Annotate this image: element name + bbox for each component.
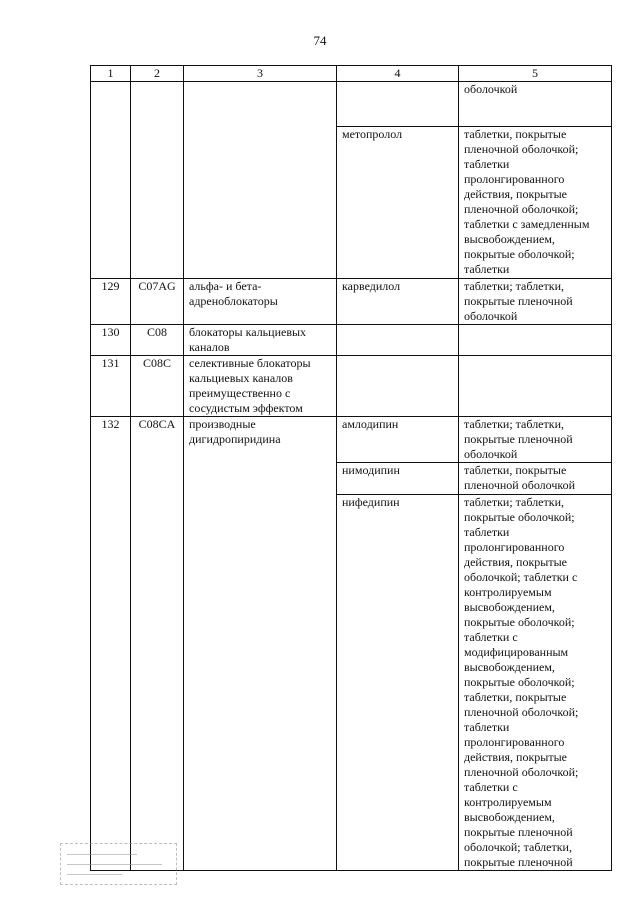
cell-atc-code: C08: [131, 325, 184, 356]
stamp-line: [67, 874, 122, 875]
cell-c4-empty: [337, 82, 459, 127]
table-row: [91, 356, 612, 417]
table-row: [91, 325, 612, 356]
cell-drug: нифедипин: [337, 495, 459, 871]
faded-stamp: [60, 843, 177, 885]
header-row: [91, 66, 612, 82]
cell-form: таблетки; таблетки, покрытые пленочной оболочкой: [459, 279, 612, 325]
cell-group: селективные блокаторы кальциевых каналов преимущественно с сосудистым эффектом: [184, 356, 337, 417]
cell-c1-empty: [91, 82, 131, 279]
cell-form: таблетки; таблетки, покрытые пленочной оболочкой: [459, 417, 612, 463]
table-row: [91, 417, 612, 463]
cell-group: альфа- и бета-адреноблокаторы: [184, 279, 337, 325]
cell-atc-code: C07AG: [131, 279, 184, 325]
header-col-3: 3: [184, 66, 337, 82]
header-col-1: 1: [91, 66, 131, 82]
cell-form: таблетки, покрытые пленочной оболочкой; таблетки пролонгированного действия, покрытые пленочной оболочкой; таблетки с замедленным высвобождением, покрытые оболочкой; таблетки: [459, 127, 612, 279]
cell-drug: [337, 356, 459, 417]
cell-drug: [337, 325, 459, 356]
table-row: [91, 279, 612, 325]
cell-form: [459, 325, 612, 356]
cell-drug: амлодипин: [337, 417, 459, 463]
cell-atc-code: C08CA: [131, 417, 184, 871]
cell-atc-code: C08C: [131, 356, 184, 417]
page-number: 74: [313, 33, 327, 48]
cell-drug: карведилол: [337, 279, 459, 325]
stamp-line: [67, 854, 137, 855]
stamp-line: [67, 864, 162, 865]
cell-c3-empty: [184, 82, 337, 279]
cell-group: блокаторы кальциевых каналов: [184, 325, 337, 356]
cell-form: таблетки; таблетки, покрытые оболочкой; таблетки пролонгированного действия, покрытые оболочкой; таблетки с контролируемым высвобождением, покрытые оболочкой; таблетки с модифицированным высвобождением, покрытые оболочкой; таблетки, покрытые пленочной оболочкой; таблетки пролонгированного действия, покрытые пленочной оболочкой; таблетки с контролируемым высвобождением, покрытые пленочной оболочкой; таблетки, покрытые пленочной: [459, 495, 612, 871]
cell-form: оболочкой: [459, 82, 612, 127]
table-row: [91, 82, 612, 127]
cell-form: [459, 356, 612, 417]
header-col-5: 5: [459, 66, 612, 82]
drug-table: [90, 65, 612, 871]
header-col-2: 2: [131, 66, 184, 82]
cell-drug: метопролол: [337, 127, 459, 279]
cell-c2-empty: [131, 82, 184, 279]
cell-row-number: 130: [91, 325, 131, 356]
cell-row-number: 129: [91, 279, 131, 325]
cell-drug: нимодипин: [337, 463, 459, 495]
cell-row-number: 131: [91, 356, 131, 417]
cell-row-number: 132: [91, 417, 131, 871]
cell-group: производные дигидропиридина: [184, 417, 337, 871]
header-col-4: 4: [337, 66, 459, 82]
cell-form: таблетки, покрытые пленочной оболочкой: [459, 463, 612, 495]
